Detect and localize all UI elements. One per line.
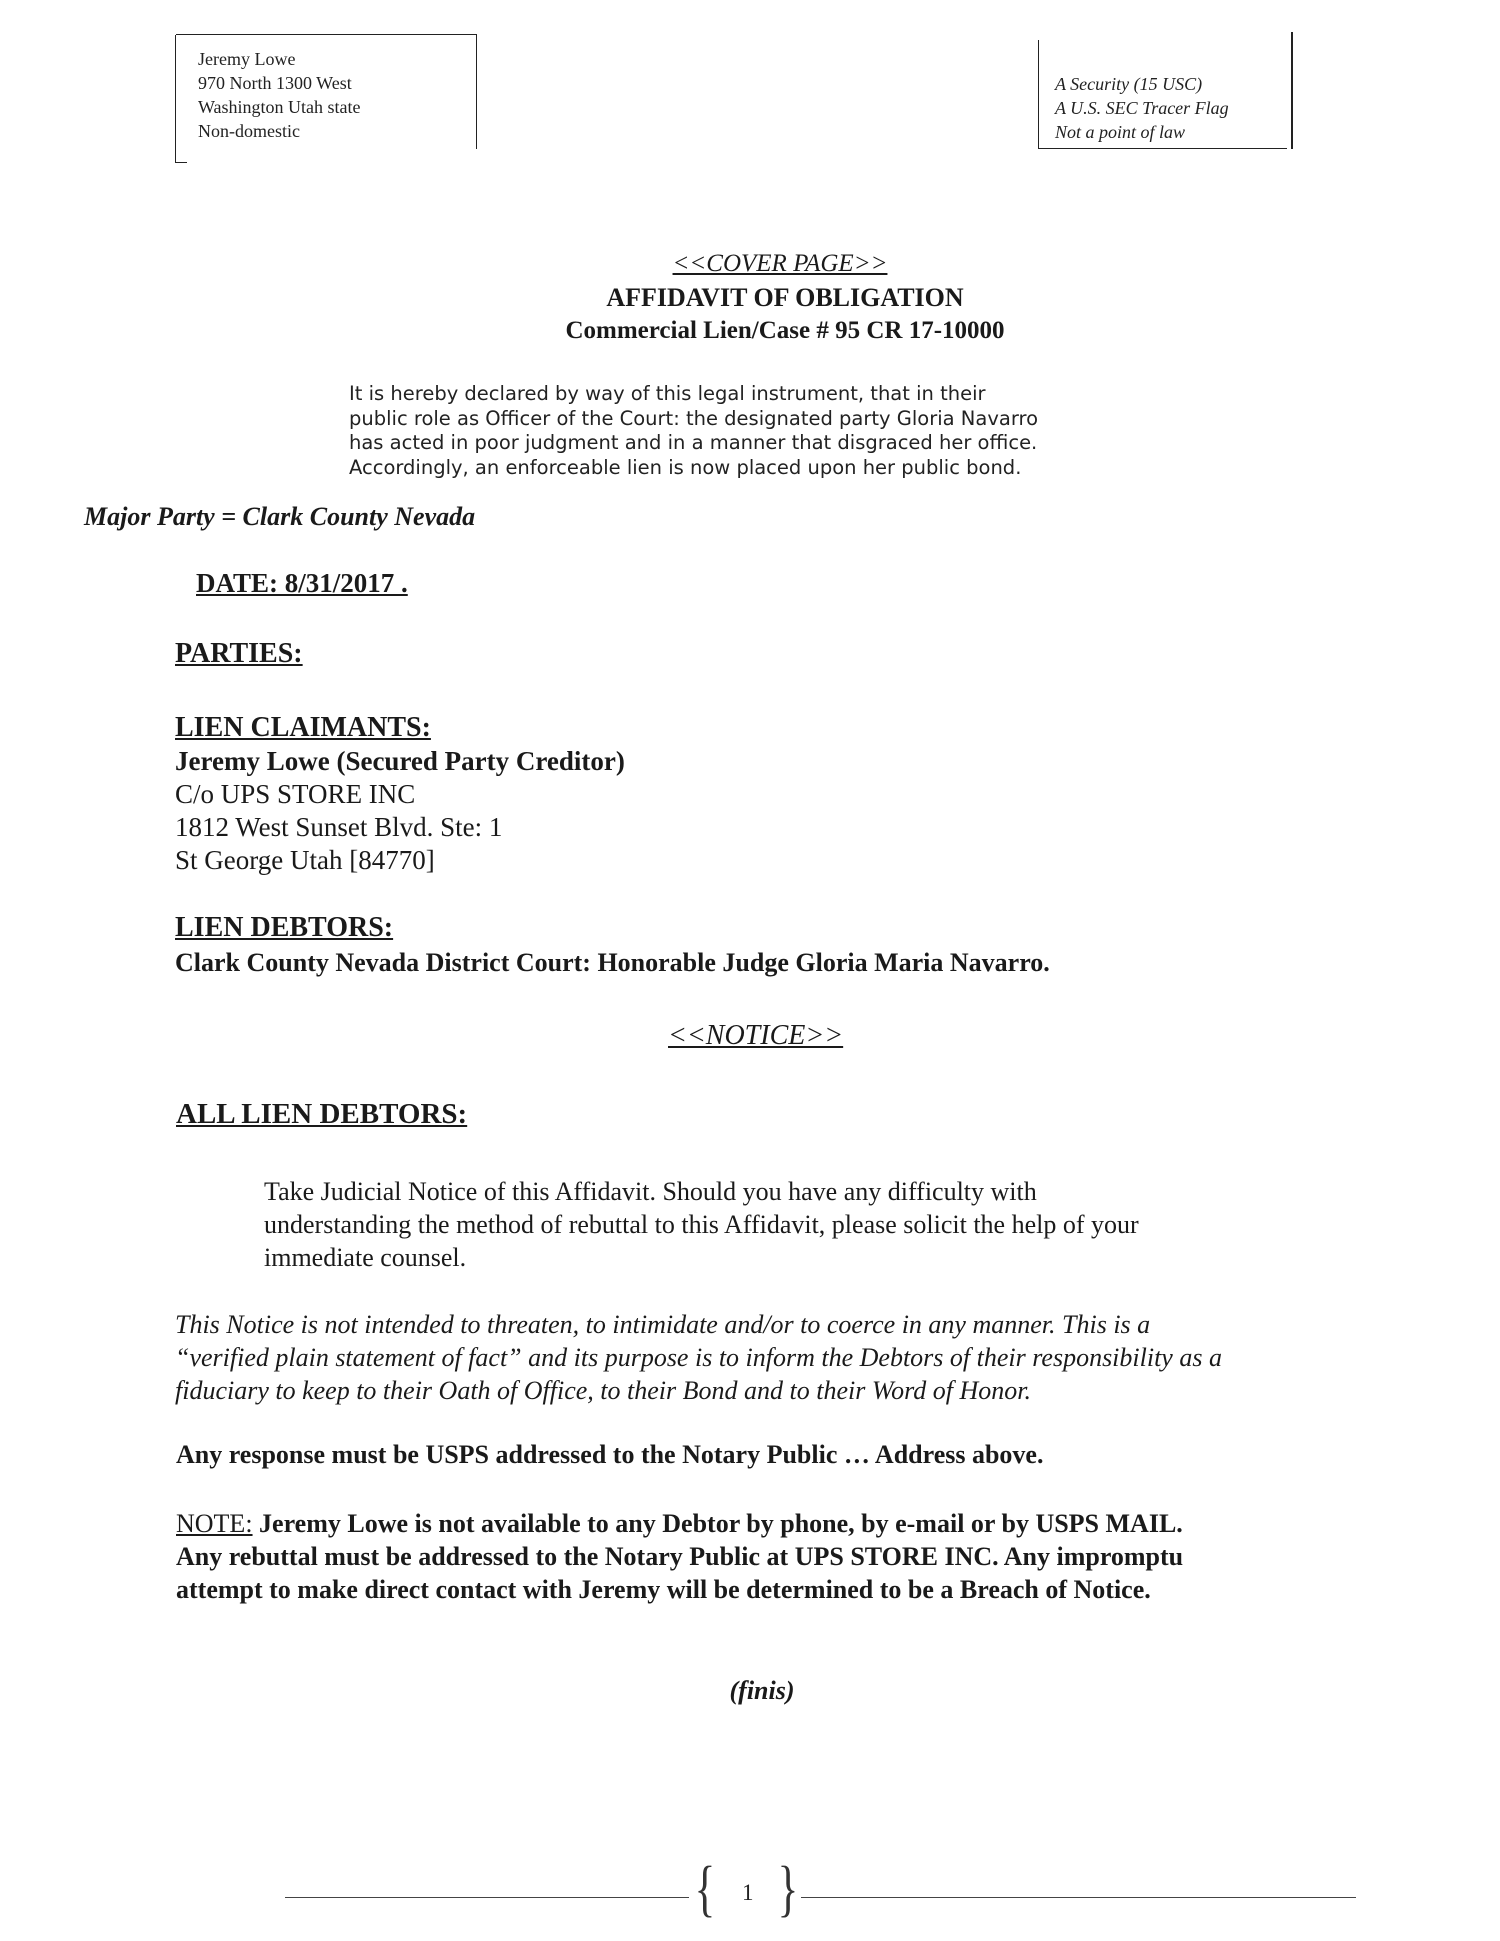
claimant-address-line: St George Utah [84770] <box>175 845 435 875</box>
claimant-name: Jeremy Lowe (Secured Party Creditor) <box>175 746 625 776</box>
footer-rule-right <box>801 1897 1356 1898</box>
sender-address-box <box>176 34 477 149</box>
sender-address <box>198 47 361 143</box>
paragraph-line: Take Judicial Notice of this Affidavit. Should you have any difficulty with <box>264 1177 1037 1206</box>
security-line: A Security (15 USC) <box>1055 74 1203 94</box>
lien-debtors-heading: LIEN DEBTORS: <box>175 912 394 943</box>
declaration-paragraph <box>349 382 1169 480</box>
lien-claimant-block <box>175 745 625 877</box>
security-box-right-border <box>1291 32 1293 149</box>
declaration-line: It is hereby declared by way of this legal instrument, that in their <box>349 382 986 405</box>
tracer-flag-line: A U.S. SEC Tracer Flag <box>1055 98 1229 118</box>
sender-street: 970 North 1300 West <box>198 73 352 93</box>
debtor-name: Clark County Nevada District Court: Honorable Judge Gloria Maria Navarro. <box>175 948 1050 977</box>
declaration-line: Accordingly, an enforceable lien is now placed upon her public bond. <box>349 455 1022 479</box>
paragraph-line: fiduciary to keep to their Oath of Office, to their Bond and to their Word of Honor. <box>175 1376 1031 1405</box>
date-line: DATE: 8/31/2017 . <box>196 568 408 598</box>
note-paragraph <box>176 1507 1386 1606</box>
finis-mark: (finis) <box>729 1676 795 1705</box>
footer-left-brace: { <box>694 1855 716 1923</box>
security-box <box>1038 40 1287 149</box>
address-box-corner-tick <box>175 162 187 163</box>
note-text: Jeremy Lowe is not available to any Debtor by phone, by e-mail or by USPS MAIL. <box>252 1509 1183 1538</box>
paragraph-line: “verified plain statement of fact” and its purpose is to inform the Debtors of their responsibility as a <box>175 1343 1222 1372</box>
page-number: 1 <box>742 1880 754 1905</box>
note-line <box>176 1507 1386 1540</box>
paragraph-line: immediate counsel. <box>264 1243 467 1272</box>
case-number: Commercial Lien/Case # 95 CR 17-10000 <box>565 317 1005 344</box>
parties-heading: PARTIES: <box>175 638 303 669</box>
claimant-address-line: C/o UPS STORE INC <box>175 779 416 809</box>
lien-claimants-heading: LIEN CLAIMANTS: <box>175 712 431 743</box>
declaration-line: public role as Officer of the Court: the designated party Gloria Navarro <box>349 406 1039 430</box>
footer-rule-left <box>285 1897 689 1898</box>
security-notes <box>1055 72 1229 144</box>
response-instruction: Any response must be USPS addressed to the Notary Public … Address above. <box>176 1440 1044 1469</box>
major-party: Major Party = Clark County Nevada <box>84 502 476 531</box>
sender-status: Non-domestic <box>198 121 300 141</box>
paragraph-line: This Notice is not intended to threaten, to intimidate and/or to coerce in any manner. This is a <box>175 1310 1151 1339</box>
sender-city-state: Washington Utah state <box>198 97 361 117</box>
note-label: NOTE: <box>176 1509 253 1538</box>
cover-page-label: <<COVER PAGE>> <box>672 250 888 277</box>
sender-name: Jeremy Lowe <box>198 49 296 69</box>
notice-heading: <<NOTICE>> <box>668 1020 844 1051</box>
declaration-line: has acted in poor judgment and in a manner that disgraced her office. <box>349 431 1038 454</box>
claimant-address-line: 1812 West Sunset Blvd. Ste: 1 <box>175 812 503 842</box>
address-box-left-border <box>175 35 176 163</box>
paragraph-line: understanding the method of rebuttal to this Affidavit, please solicit the help of your <box>264 1210 1139 1239</box>
all-lien-debtors-heading: ALL LIEN DEBTORS: <box>176 1098 468 1130</box>
intent-notice-paragraph <box>175 1308 1405 1407</box>
note-line: Any rebuttal must be addressed to the Notary Public at UPS STORE INC. Any impromptu <box>176 1542 1184 1571</box>
point-of-law-line: Not a point of law <box>1055 122 1186 142</box>
footer-right-brace: } <box>777 1855 799 1923</box>
judicial-notice-paragraph <box>264 1175 1294 1274</box>
note-line: attempt to make direct contact with Jeremy will be determined to be a Breach of Notice. <box>176 1575 1151 1604</box>
document-title: AFFIDAVIT OF OBLIGATION <box>606 283 964 312</box>
